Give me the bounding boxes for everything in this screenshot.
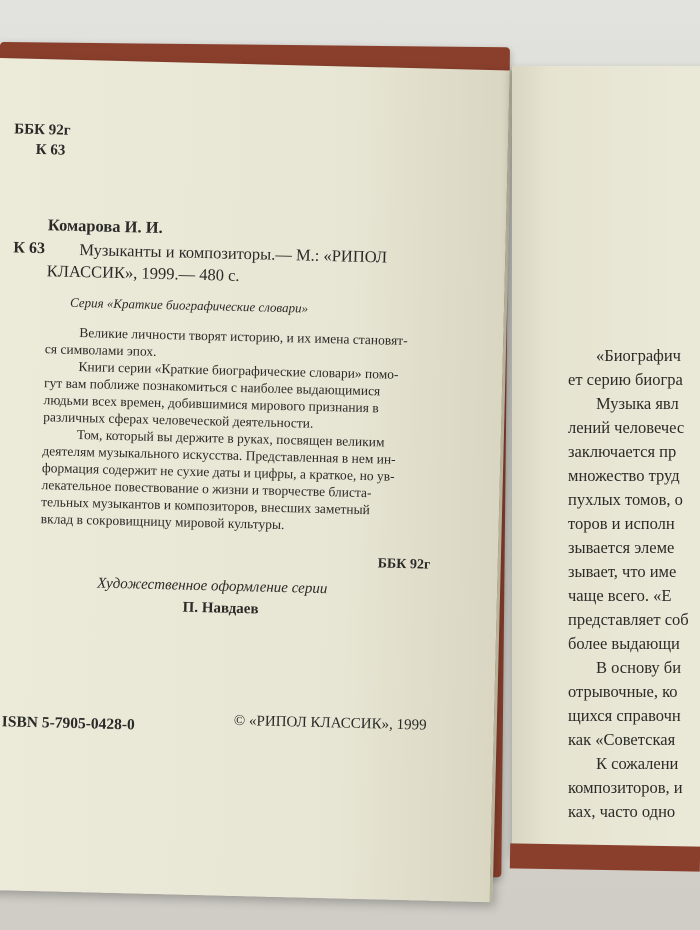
right-text-line: «Биографич: [596, 346, 681, 365]
right-text-line: более выдающи: [568, 634, 680, 653]
right-text-line: заключается пр: [568, 442, 677, 461]
right-text-line: зывается элеме: [568, 538, 675, 557]
right-cover-edge: [510, 843, 700, 871]
right-text-line: К сожалени: [596, 754, 679, 773]
annotation-line: деятелям музыкального искусства. Представленная в нем ин-: [42, 443, 396, 467]
right-text-line: торов и исполн: [568, 514, 675, 533]
right-text-line: щихся справочн: [568, 706, 681, 725]
author-mark: К 63: [35, 141, 66, 159]
annotation-line: формация содержит не сухие даты и цифры, а краткое, но ув-: [41, 460, 395, 484]
right-page: [512, 66, 700, 856]
design-label: Художественное оформление серии: [96, 575, 328, 598]
annotation-line: вклад в сокровищницу мировой культуры.: [40, 511, 285, 533]
left-page: [0, 58, 513, 902]
right-text-line: как «Советская: [568, 730, 676, 749]
right-text-line: композиторов, и: [568, 778, 683, 797]
annotation-line: гут вам поближе познакомиться с наиболее выдающимися: [43, 375, 381, 399]
annotation-line: Книги серии «Краткие биографические словари» помо-: [78, 359, 399, 382]
copyright: © «РИПОЛ КЛАССИК», 1999: [233, 712, 427, 734]
right-text-line: отрывочные, ко: [568, 682, 678, 701]
annotation-line: людьми всех времен, добившимися мирового признания в: [43, 392, 379, 416]
annotation-line: Великие личности творят историю, и их имена становят-: [79, 325, 408, 349]
right-text-line: зывает, что име: [568, 562, 677, 581]
annotation-line: Том, который вы держите в руках, посвящен великим: [76, 426, 385, 450]
right-text-line: пухлых томов, о: [568, 490, 683, 509]
right-text-line: чаще всего. «Е: [568, 586, 672, 605]
annotation-line: ся символами эпох.: [44, 341, 157, 359]
isbn: ISBN 5-7905-0428-0: [1, 713, 135, 734]
series-name: Серия «Краткие биографические словари»: [69, 294, 309, 316]
bbk-code: ББК 92г: [14, 121, 71, 139]
annotation-line: различных сферах человеческой деятельности.: [43, 409, 314, 431]
right-text-line: лений человечес: [568, 418, 685, 437]
right-text-line: В основу би: [596, 658, 682, 677]
catalog-mark: К 63: [13, 239, 46, 258]
right-text-line: Музыка явл: [596, 394, 679, 413]
right-text-line: представляет соб: [568, 610, 689, 629]
author-name: Комарова И. И.: [47, 215, 163, 238]
right-text-line: ет серию биогра: [568, 370, 683, 389]
book-title-line1: Музыканты и композиторы.— М.: «РИПОЛ: [79, 239, 388, 267]
right-text-line: ках, часто одно: [568, 802, 676, 821]
bbk-bottom: ББК 92г: [377, 556, 431, 573]
annotation-line: тельных музыкантов и композиторов, внесших заметный: [40, 494, 371, 518]
annotation-line: лекательное повествование о жизни и творчестве блиста-: [41, 477, 372, 501]
book-title-line2: КЛАССИК», 1999.— 480 с.: [46, 261, 240, 285]
right-text-line: множество труд: [568, 466, 680, 485]
designer-name: П. Навдаев: [182, 599, 259, 618]
